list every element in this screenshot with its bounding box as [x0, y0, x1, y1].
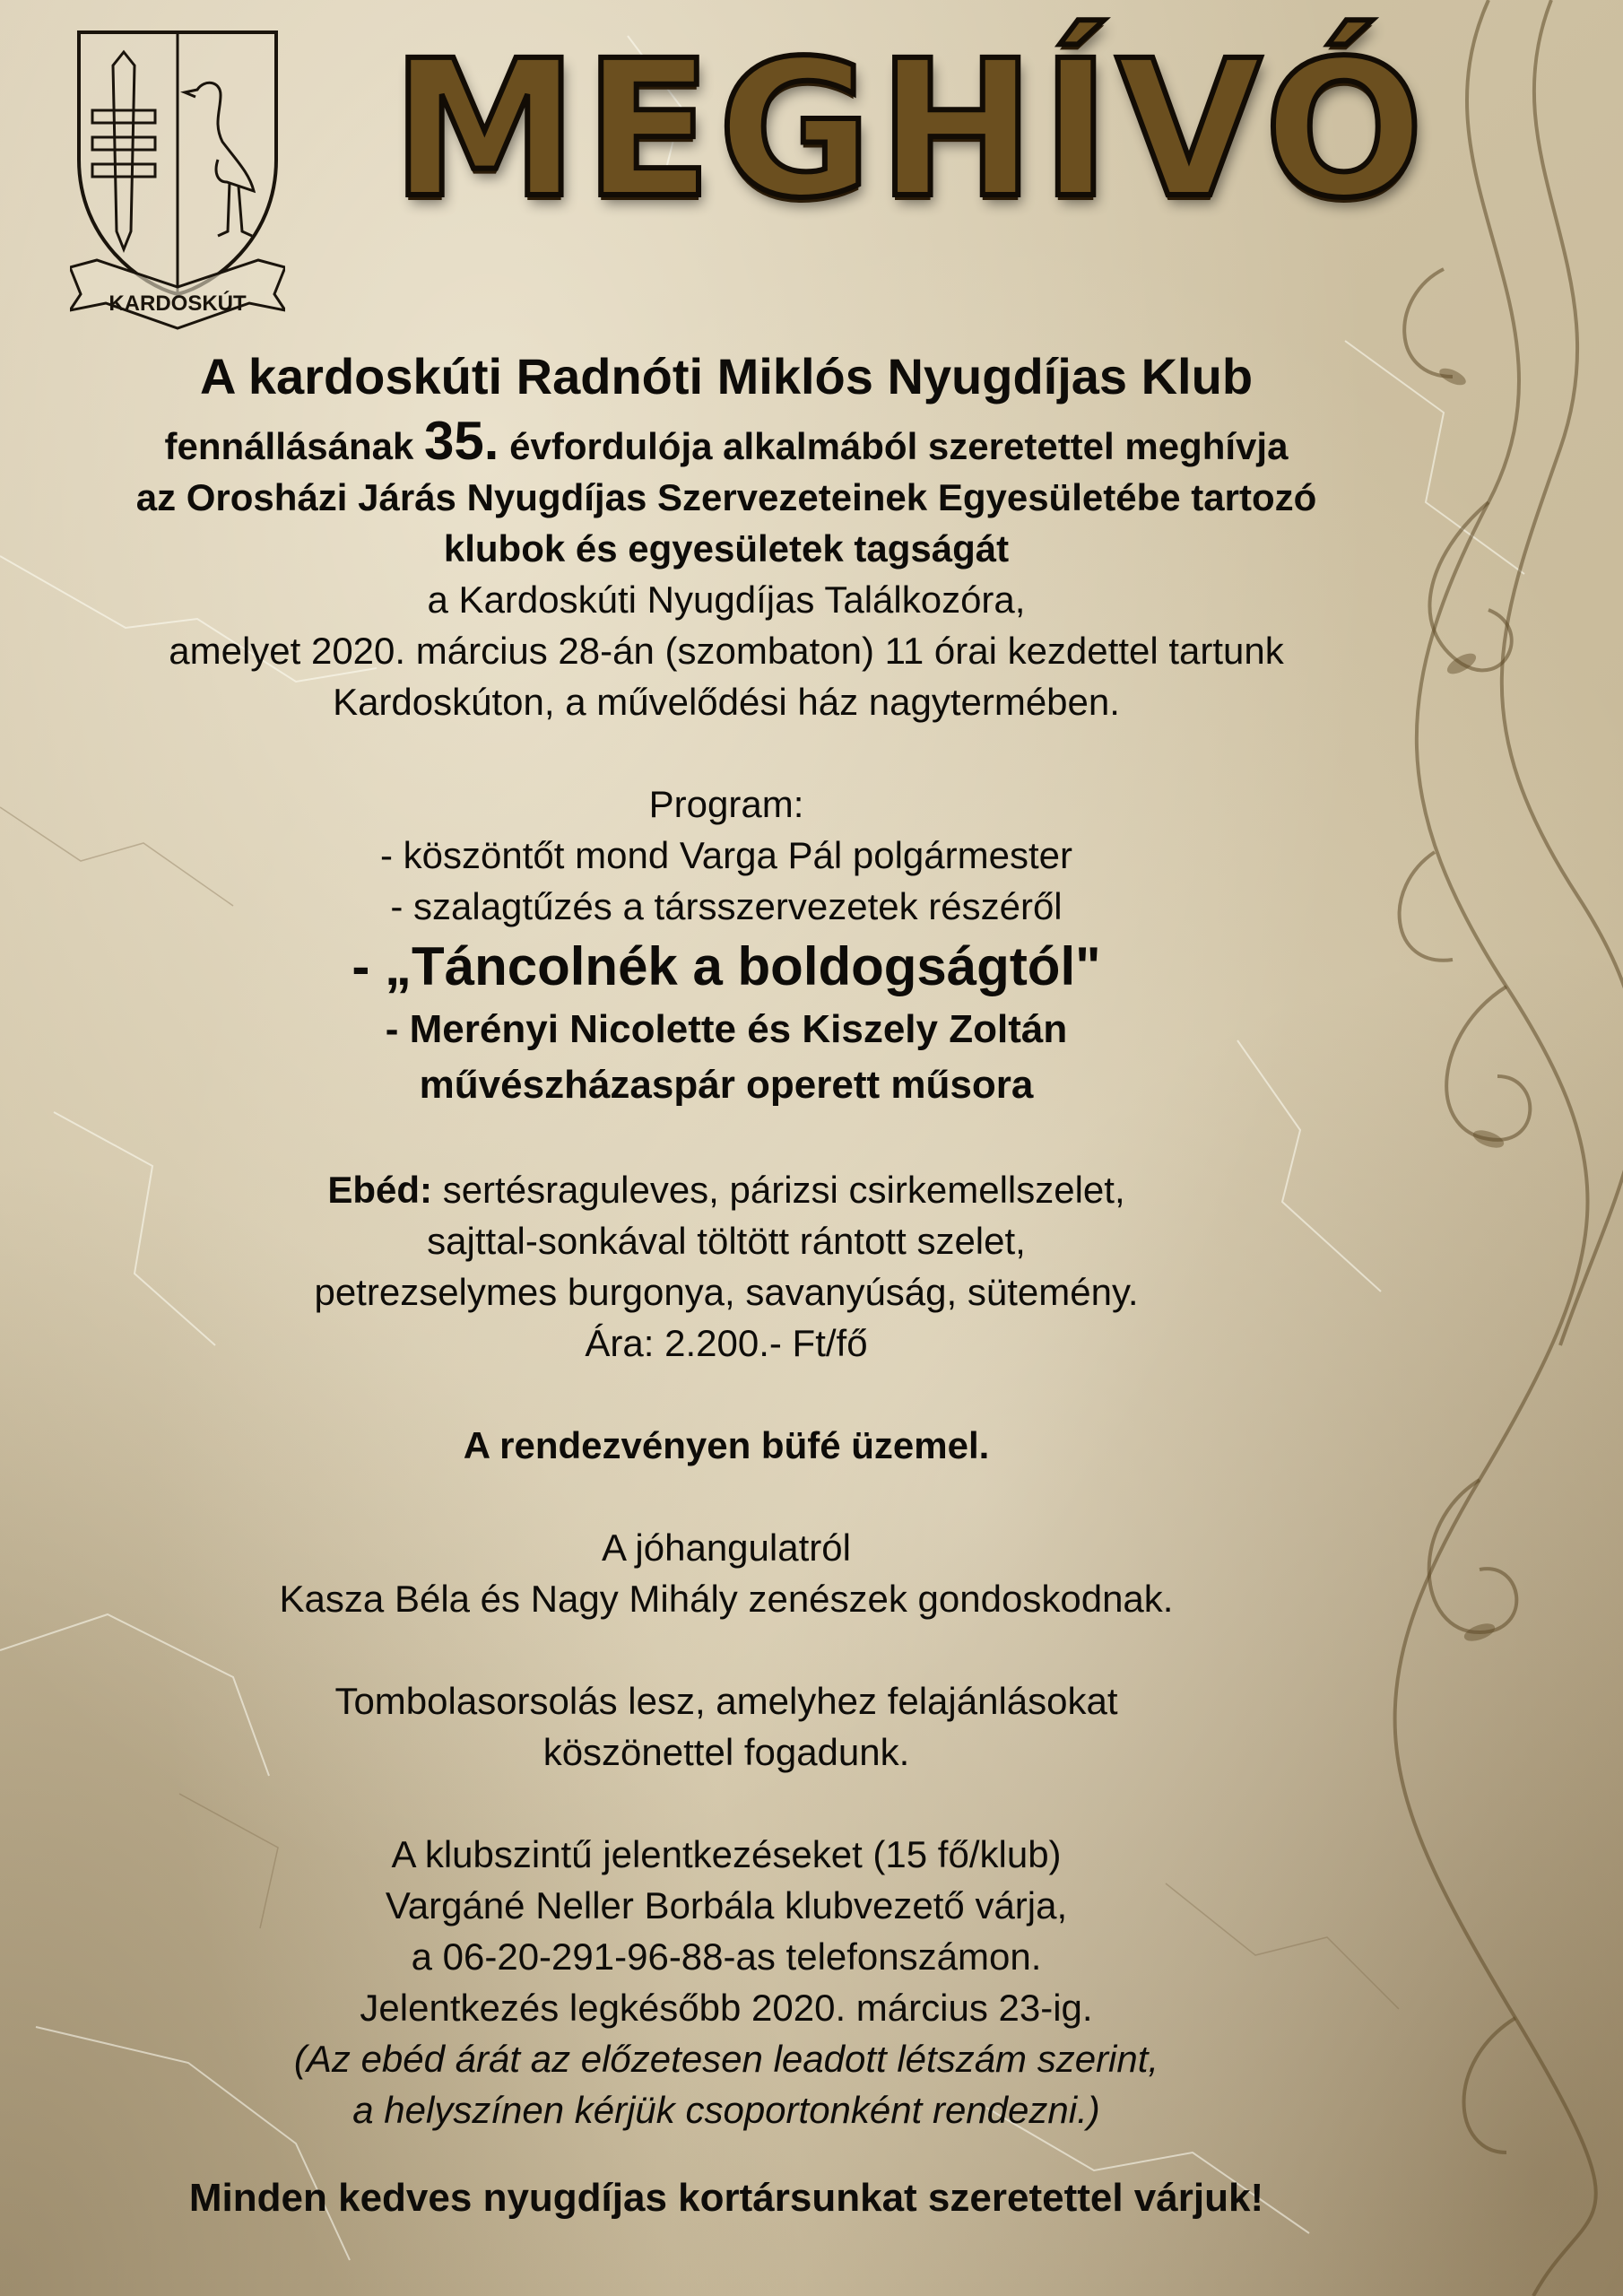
- lunch-menu-1: sertésraguleves, párizsi csirkemellszelet,: [432, 1169, 1125, 1211]
- program-heading: Program:: [648, 783, 804, 825]
- lunch-price: Ára: 2.200.- Ft/fő: [585, 1322, 868, 1364]
- lunch-label: Ebéd:: [327, 1169, 433, 1211]
- crest-ribbon-text: KARDOSKÚT: [108, 291, 247, 316]
- show-title: - „Táncolnék a boldogságtól": [352, 936, 1101, 996]
- program-item-2: - szalagtűzés a társszervezetek részéről: [390, 885, 1063, 927]
- music-line-1: A jóhangulatról: [602, 1526, 851, 1569]
- show-performers: - Merényi Nicolette és Kiszely Zoltán: [385, 1007, 1068, 1051]
- lunch-line-2: sajttal-sonkával töltött rántott szelet,: [427, 1220, 1026, 1262]
- registration-note-2: a helyszínen kérjük csoportonként rendezni.): [352, 2089, 1100, 2131]
- music-line-2: Kasza Béla és Nagy Mihály zenészek gondoskodnak.: [279, 1578, 1174, 1620]
- anniversary-number: 35.: [424, 411, 499, 471]
- intro-line-5: amelyet 2020. március 28-án (szombaton) 11 órai kezdettel tartunk: [169, 630, 1284, 672]
- club-name: A kardoskúti Radnóti Miklós Nyugdíjas Klub: [199, 348, 1254, 404]
- intro-line-1: [72, 411, 1381, 472]
- intro-line-1-before: fennállásának: [164, 425, 414, 467]
- page-title: MEGHÍVÓ: [390, 20, 1430, 239]
- lunch-line-3: petrezselymes burgonya, savanyúság, sütemény.: [314, 1271, 1139, 1313]
- kardoskut-crest: [70, 25, 285, 330]
- invitation-body: [72, 345, 1381, 2225]
- closing-line: Minden kedves nyugdíjas kortársunkat szeretettel várjuk!: [188, 2176, 1264, 2220]
- program-item-1: - köszöntőt mond Varga Pál polgármester: [380, 834, 1072, 876]
- raffle-line-2: köszönettel fogadunk.: [542, 1731, 910, 1773]
- intro-line-2: az Orosházi Járás Nyugdíjas Szervezeteinek Egyesületébe tartozó: [135, 476, 1317, 518]
- vine-ornament: [1354, 0, 1623, 2296]
- buffet-notice: A rendezvényen büfé üzemel.: [463, 1424, 990, 1466]
- intro-line-1-after: évfordulója alkalmából szeretettel meghívja: [509, 425, 1289, 467]
- show-description: művészházaspár operett műsora: [419, 1063, 1034, 1107]
- lunch-line-1: [72, 1164, 1381, 1215]
- registration-line-2: Vargáné Neller Borbála klubvezető várja,: [385, 1884, 1068, 1926]
- registration-line-3: a 06-20-291-96-88-as telefonszámon.: [411, 1935, 1042, 1978]
- registration-line-4: Jelentkezés legkésőbb 2020. március 23-ig.: [360, 1987, 1093, 2029]
- registration-line-1: A klubszintű jelentkezéseket (15 fő/klub): [391, 1833, 1062, 1875]
- raffle-line-1: Tombolasorsolás lesz, amelyhez felajánlásokat: [334, 1680, 1118, 1722]
- intro-line-3: klubok és egyesületek tagságát: [443, 527, 1010, 570]
- registration-note-1: (Az ebéd árát az előzetesen leadott létszám szerint,: [293, 2038, 1159, 2080]
- intro-line-4: a Kardoskúti Nyugdíjas Találkozóra,: [427, 578, 1026, 621]
- intro-line-6: Kardoskúton, a művelődési ház nagytermében.: [333, 681, 1120, 723]
